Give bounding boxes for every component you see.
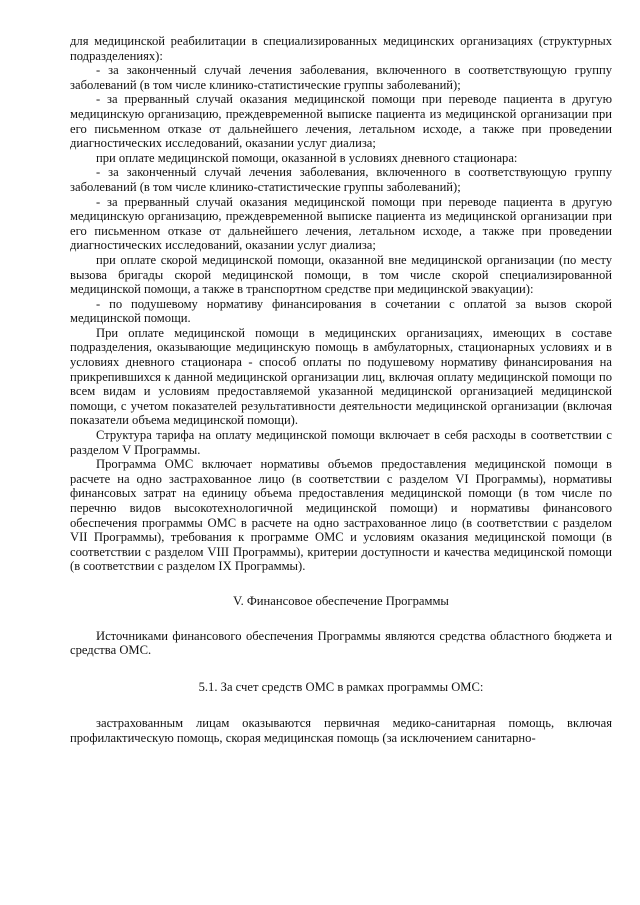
- paragraph-p7: при оплате скорой медицинской помощи, оказанной вне медицинской организации (по месту вызова бригады скорой медицинской помощи, в том числе скорой специализированной медицинской помощи, а также в транспортном средстве при медицинской эвакуации):: [70, 252, 612, 297]
- paragraph-p9: При оплате медицинской помощи в медицинских организациях, имеющих в составе подразделения, оказывающие медицинскую помощь в амбулаторных, стационарных условиях и в условиях дневного стационара - способ оплаты по подушевому нормативу финансирования на прикрепившихся к данной медицинской организации лиц, включая оплату медицинской помощи по всем видам и условиям предоставляемой указанной медицинской организацией медицинской помощи, с учетом показателей результативности деятельности медицинской организации (включая показатели объема медицинской помощи).: [70, 325, 612, 428]
- paragraph-p3: - за прерванный случай оказания медицинской помощи при переводе пациента в другую медицинскую организацию, преждевременной выписке пациента из медицинской организации при его письменном отказе от дальнейшего лечения, летальном исходе, а также при проведении диагностических исследований, оказании услуг диализа;: [70, 92, 612, 151]
- paragraph-p11: Программа ОМС включает нормативы объемов предоставления медицинской помощи в расчете на одно застрахованное лицо (в соответствии с разделом VI Программы), нормативы финансовых затрат на единицу объема предоставления медицинской помощи (в том числе по перечню видов высокотехнологичной медицинской помощи) и нормативы финансового обеспечения программы ОМС в расчете на одно застрахованное лицо (в соответствии с разделом VII Программы), требования к программе ОМС и условиям оказания медицинской помощи (в соответствии с разделом VIII Программы), критерии доступности и качества медицинской помощи (в соответствии с разделом IX Программы).: [70, 457, 612, 574]
- sources-paragraph: Источниками финансового обеспечения Программы являются средства областного бюджета и средства ОМС.: [70, 628, 612, 658]
- paragraph-p4: при оплате медицинской помощи, оказанной в условиях дневного стационара:: [96, 150, 518, 165]
- last-paragraph: застрахованным лицам оказываются первичная медико-санитарная помощь, включая профилактическую помощь, скорая медицинская помощь (за исключением санитарно-: [70, 716, 612, 745]
- document-body: [70, 34, 612, 574]
- paragraph-p6: - за прерванный случай оказания медицинской помощи при переводе пациента в другую медицинскую организацию, преждевременной выписке пациента из медицинской организации при его письменном отказе от дальнейшего лечения, летальном исходе, а также при проведении диагностических исследований, оказании услуг диализа;: [70, 194, 612, 253]
- paragraph-p10: Структура тарифа на оплату медицинской помощи включает в себя расходы в соответствии с разделом V Программы.: [70, 428, 612, 457]
- paragraph-p1: для медицинской реабилитации в специализированных медицинских организациях (структурных подразделениях):: [70, 34, 612, 63]
- subsection-heading: 5.1. За счет средств ОМС в рамках программы ОМС:: [198, 679, 484, 694]
- paragraph-p8: - по подушевому нормативу финансирования в сочетании с оплатой за вызов скорой медицинской помощи.: [70, 296, 612, 326]
- paragraph-p2: - за законченный случай лечения заболевания, включенного в соответствующую группу заболеваний (в том числе клинико-статистические группы заболеваний);: [70, 63, 612, 92]
- paragraph-p5: - за законченный случай лечения заболевания, включенного в соответствующую группу заболеваний (в том числе клинико-статистические группы заболеваний);: [70, 165, 612, 194]
- section-heading: V. Финансовое обеспечение Программы: [233, 593, 449, 608]
